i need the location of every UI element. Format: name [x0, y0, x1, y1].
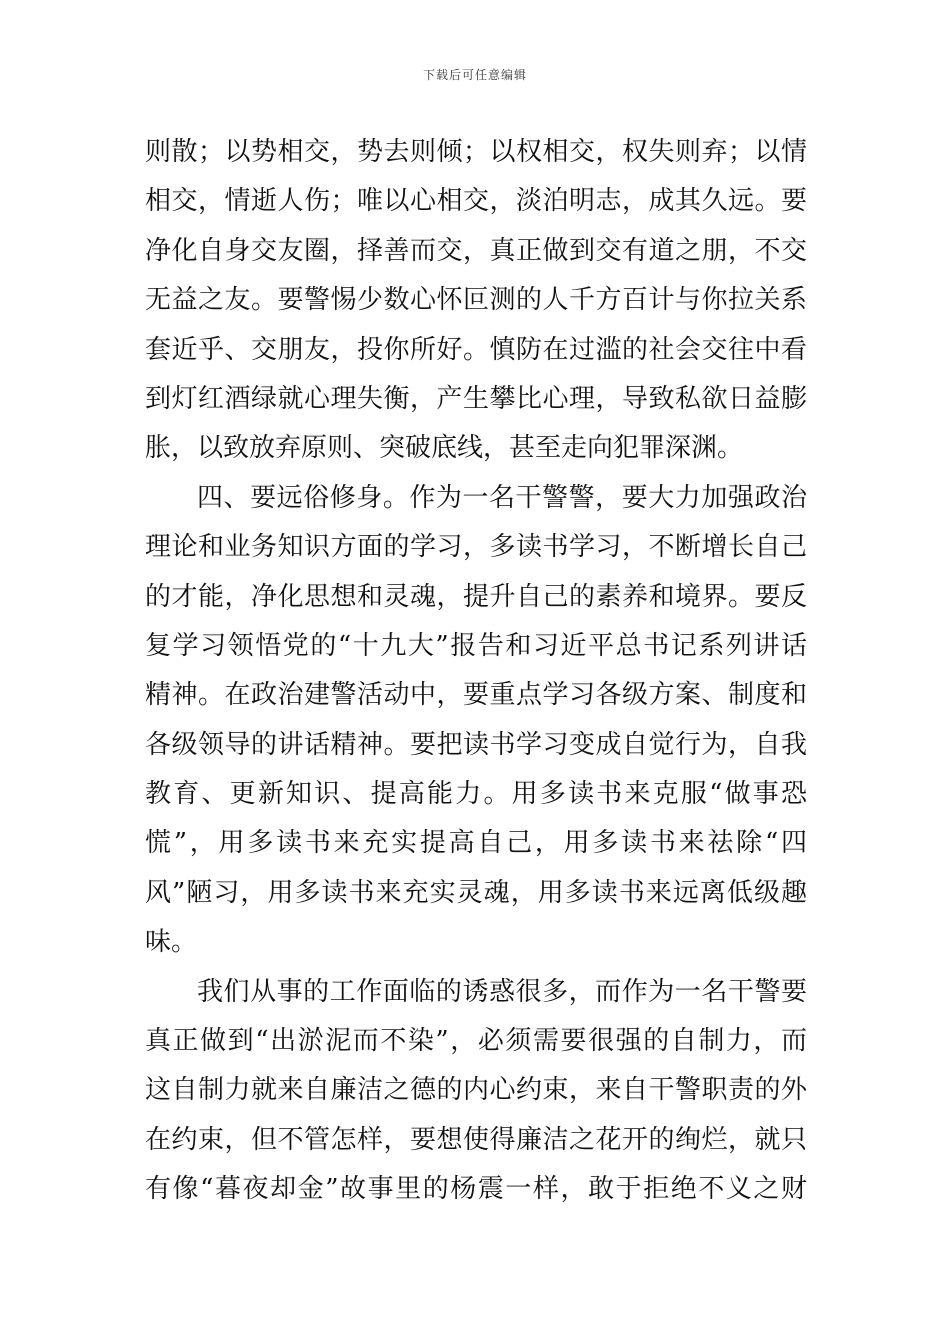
text-line: 味。 [145, 927, 198, 958]
text-line: 复学习领悟党的“十九大”报告和习近平总书记系列讲话 [145, 630, 807, 661]
text-line: 精神。在政治建警活动中，要重点学习各级方案、制度和 [145, 680, 807, 711]
text-line: 真正做到“出淤泥而不染”，必须需要很强的自制力，而 [145, 1026, 807, 1057]
text-line: 无益之友。要警惕少数心怀叵测的人千方百计与你拉关系 [145, 285, 807, 316]
text-line: 理论和业务知识方面的学习，多读书学习，不断增长自己 [145, 532, 807, 563]
text-line: 教育、更新知识、提高能力。用多读书来克服“做事恐 [145, 779, 807, 810]
text-line: 相交，情逝人伤；唯以心相交，淡泊明志，成其久远。要 [145, 186, 807, 217]
text-line: 到灯红酒绿就心理失衡，产生攀比心理，导致私欲日益膨 [145, 383, 807, 414]
text-line: 套近乎、交朋友，投你所好。慎防在过滥的社会交往中看 [145, 334, 807, 365]
text-line: 的才能，净化思想和灵魂，提升自己的素养和境界。要反 [145, 581, 807, 612]
page-header: 下载后可任意编辑 [422, 68, 527, 82]
document-body [145, 128, 807, 1215]
text-line: 四、要远俗修身。作为一名干警警，要大力加强政治 [197, 482, 807, 513]
text-line: 慌”，用多读书来充实提高自己，用多读书来祛除“四 [145, 828, 807, 859]
text-line: 各级领导的讲话精神。要把读书学习变成自觉行为，自我 [145, 729, 807, 760]
text-line: 有像“暮夜却金”故事里的杨震一样，敢于拒绝不义之财 [145, 1174, 807, 1205]
text-line: 则散；以势相交，势去则倾；以权相交，权失则弃；以情 [145, 137, 807, 167]
text-line: 胀，以致放弃原则、突破底线，甚至走向犯罪深渊。 [145, 433, 744, 464]
text-line: 净化自身交友圈，择善而交，真正做到交有道之朋，不交 [145, 235, 807, 266]
text-line: 风”陋习，用多读书来充实灵魂，用多读书来远离低级趣 [145, 877, 807, 908]
text-line: 在约束，但不管怎样，要想使得廉洁之花开的绚烂，就只 [145, 1124, 807, 1155]
text-line: 这自制力就来自廉洁之德的内心约束，来自干警职责的外 [145, 1075, 807, 1106]
text-line: 我们从事的工作面临的诱惑很多，而作为一名干警要 [197, 976, 807, 1007]
